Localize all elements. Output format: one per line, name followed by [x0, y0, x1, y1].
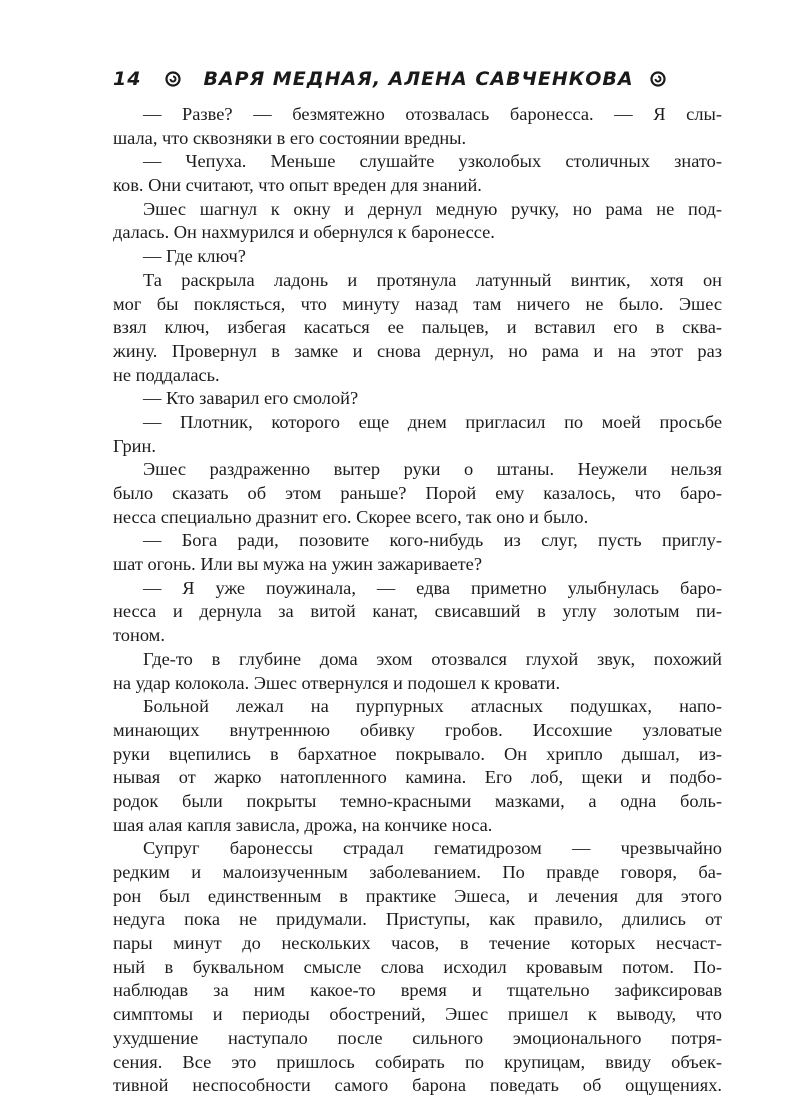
text-line: минающих внутреннюю обивку гробов. Иссохшие узловатые: [113, 719, 722, 740]
text-line: Эшес шагнул к окну и дернул медную ручку, но рама не под-: [143, 198, 722, 219]
body-text: [113, 103, 722, 1098]
running-title: ВАРЯ МЕДНАЯ, АЛЕНА САВЧЕНКОВА: [203, 68, 634, 90]
text-line: Больной лежал на пурпурных атласных подушках, напо-: [143, 696, 722, 717]
text-line: руки вцепились в бархатное покрывало. Он хрипло дышал, из-: [113, 743, 722, 764]
page-number: 14: [113, 68, 142, 90]
text-line: Где-то в глубине дома эхом отозвался глухой звук, похожий: [143, 648, 722, 669]
spiral-ornament-icon: [165, 71, 181, 87]
text-line: не поддалась.: [113, 364, 220, 385]
text-line: — Где ключ?: [143, 246, 246, 267]
text-line: ный в буквальном смысле слова исходил кровавым потом. По-: [113, 956, 722, 977]
text-line: мог бы поклясться, что минуту назад там ничего не было. Эшес: [113, 293, 722, 314]
text-line: нывая от жарко натопленного камина. Его лоб, щеки и подбо-: [113, 767, 722, 788]
text-line: — Плотник, которого еще днем пригласил по моей просьбе: [143, 411, 722, 432]
text-line: редким и малоизученным заболеванием. По правде говоря, ба-: [113, 862, 722, 882]
text-line: тивной неспособности самого барона поведать об ощущениях.: [113, 1075, 722, 1096]
text-line: пары минут до нескольких часов, в течение которых несчаст-: [113, 933, 722, 954]
text-line: недуга пока не придумали. Приступы, как правило, длились от: [113, 909, 722, 930]
text-line: — Разве? — безмятежно отозвалась баронесса. — Я слы-: [143, 104, 722, 124]
text-line: ков. Они считают, что опыт вреден для знаний.: [113, 175, 482, 196]
text-line: на удар колокола. Эшес отвернулся и подошел к кровати.: [113, 672, 561, 693]
text-line: ухудшение наступало после сильного эмоционального потря-: [113, 1027, 722, 1048]
text-line: несса и дернула за витой канат, свисавший в углу золотым пи-: [113, 601, 722, 622]
text-line: — Я уже поужинала, — едва приметно улыбнулась баро-: [143, 577, 722, 598]
spiral-ornament-icon: [650, 71, 666, 87]
text-line: симптомы и периоды обострений, Эшес пришел к выводу, что: [113, 1004, 722, 1025]
text-line: жину. Провернул в замке и снова дернул, но рама и на этот раз: [113, 340, 722, 361]
text-line: шат огонь. Или вы мужа на ужин зажариваете?: [113, 554, 482, 575]
running-header: [113, 66, 733, 92]
text-line: — Кто заварил его смолой?: [143, 388, 359, 409]
text-line: Грин.: [113, 435, 156, 456]
text-line: рон был единственным в практике Эшеса, и лечения для этого: [113, 885, 722, 906]
text-line: сения. Все это пришлось собирать по крупицам, ввиду объек-: [113, 1051, 722, 1072]
text-line: шала, что сквозняки в его состоянии вредны.: [113, 127, 467, 148]
text-line: взял ключ, избегая касаться ее пальцев, и вставил его в сква-: [113, 317, 722, 338]
text-line: шая алая капля зависла, дрожа, на кончике носа.: [113, 814, 493, 835]
text-line: далась. Он нахмурился и обернулся к баронессе.: [113, 222, 495, 243]
text-line: — Бога ради, позовите кого-нибудь из слуг, пусть приглу-: [143, 530, 722, 551]
text-line: было сказать об этом раньше? Порой ему казалось, что баро-: [113, 483, 722, 503]
text-line: — Чепуха. Меньше слушайте узколобых столичных знато-: [143, 151, 722, 172]
text-line: тоном.: [113, 625, 165, 646]
text-line: Супруг баронессы страдал гематидрозом — чрезвычайно: [143, 838, 722, 859]
text-line: наблюдав за ним какое-то время и тщательно зафиксировав: [113, 980, 722, 1001]
text-line: родок были покрыты темно-красными мазками, а одна боль-: [113, 790, 722, 811]
text-line: Та раскрыла ладонь и протянула латунный винтик, хотя он: [143, 269, 722, 290]
text-line: Эшес раздраженно вытер руки о штаны. Неужели нельзя: [143, 459, 722, 480]
text-line: несса специально дразнит его. Скорее всего, так оно и было.: [113, 506, 589, 527]
